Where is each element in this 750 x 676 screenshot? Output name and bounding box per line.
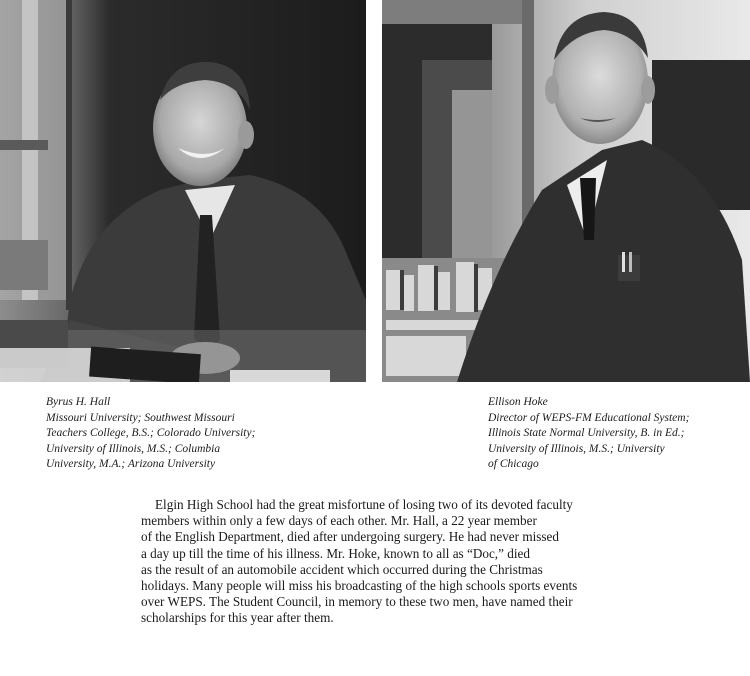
caption-ellison-hoke [488,395,689,473]
portrait-photo-hall [0,0,366,382]
caption-line: Director of WEPS-FM Educational System; [488,411,690,424]
caption-line: University, M.A.; Arizona University [46,458,216,470]
caption-line: Illinois State Normal University, B. in Ed.; [488,427,685,439]
paragraph-line: Elgin High School had the great misfortune of losing two of its devoted faculty [155,497,573,512]
caption-line: Teachers College, B.S.; Colorado University; [46,427,256,439]
caption-byrus-hall [46,395,255,473]
portrait-photo-hoke [382,0,750,382]
caption-name-hoke: Ellison Hoke [488,396,548,408]
caption-name-hall: Byrus H. Hall [46,396,111,408]
caption-line: of Chicago [488,458,539,470]
memorial-paragraph [141,497,611,627]
paragraph-line: of the English Department, died after undergoing surgery. He had never missed [141,529,559,545]
paragraph-line: as the result of an automobile accident which occurred during the Christmas [141,561,543,577]
paragraph-line: holidays. Many people will miss his broadcasting of the high schools sports events [141,578,578,594]
paragraph-line: over WEPS. The Student Council, in memory to these two men, have named their [141,594,573,610]
caption-line: University of Illinois, M.S.; Columbia [46,442,221,455]
paragraph-line: scholarships for this year after them. [141,610,334,626]
paragraph-line: a day up till the time of his illness. Mr. Hoke, known to all as “Doc,” died [141,545,530,561]
photo-byrus-hall [0,0,366,382]
caption-line: Missouri University; Southwest Missouri [46,411,235,424]
paragraph-line: members within only a few days of each other. Mr. Hall, a 22 year member [141,513,537,529]
photo-ellison-hoke [382,0,750,382]
caption-line: University of Illinois, M.S.; University [488,442,665,455]
